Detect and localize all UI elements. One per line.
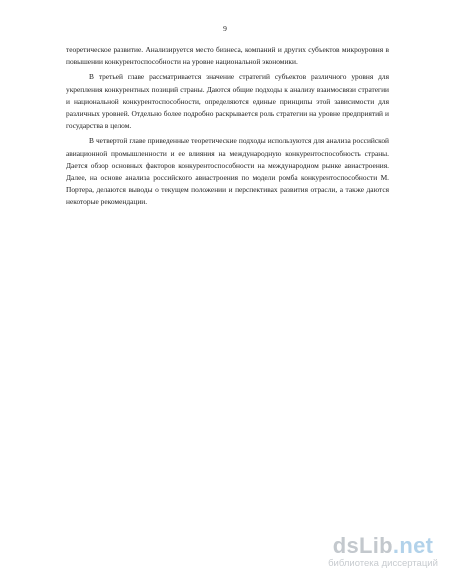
dslib-watermark xyxy=(328,535,438,570)
watermark-logo-main: dsLib xyxy=(332,533,393,558)
paragraph-chapter-four: В четвертой главе приведенные теоретические подходы используются для анализа российской авиационной промышленности и ее влияния на международную конкурентоспособность страны. Дается обзор основных факторов конкурентоспособности на международном рынке авиастроения. Далее, на основе анализа российского авиастроения по модели ромба конкурентоспособности М. Портера, делаются выводы о текущем положении и перспективах развития отрасли, а также даются некоторые рекомендации. xyxy=(66,136,389,207)
page-number: 9 xyxy=(223,24,227,33)
watermark-logo-tld: .net xyxy=(392,533,434,558)
paragraph-chapter-three: В третьей главе рассматривается значение стратегий субъектов различного уровня для укрепления конкурентных позиций страны. Даются общие подходы к анализу взаимосвязи стратегии и национальной конкурентоспособности, определяются единые принципы этой зависимости для различных уровней. Отдельно более подробно раскрывается роль стратегии на уровне предприятий и государства в целом. xyxy=(66,72,389,131)
watermark-subtitle: библиотека диссертаций xyxy=(328,558,438,569)
document-body xyxy=(66,44,389,212)
watermark-logo xyxy=(328,535,438,557)
paragraph-continuation: теоретическое развитие. Анализируется место бизнеса, компаний и других субъектов микроуровня в повышении конкурентоспособности на уровне национальной экономики. xyxy=(66,45,389,67)
